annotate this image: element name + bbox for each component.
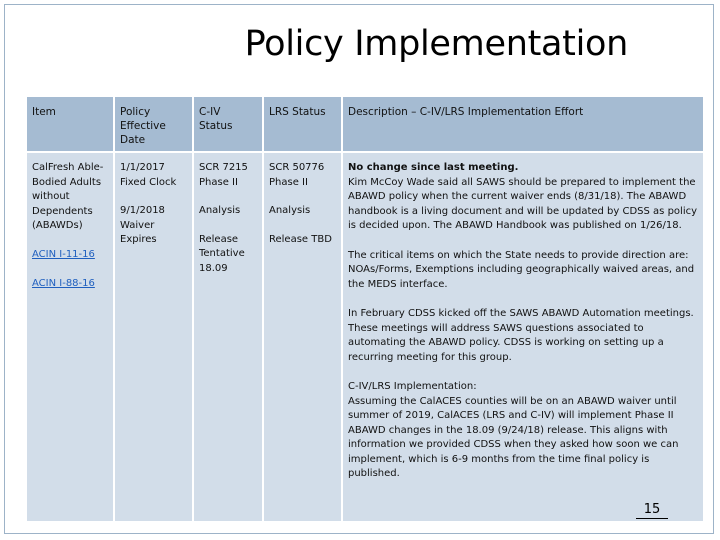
date-waiver-expires: 9/1/2018 Waiver Expires <box>120 205 165 246</box>
table-header-row <box>26 96 704 152</box>
header-lrs-status: LRS Status <box>263 96 342 152</box>
lrs-status-analysis: Analysis <box>269 205 311 217</box>
lrs-status-release: Release TBD <box>269 233 332 245</box>
policy-table <box>25 95 705 523</box>
civ-status-release: Release Tentative 18.09 <box>199 233 245 274</box>
description-para-handbook: Kim McCoy Wade said all SAWS should be prepared to implement the ABAWD policy when the current waiver ends (8/31/18). The ABAWD handbook is a living document and will be updated by CDSS as policy is decided upon. The ABAWD Handbook was published on 1/26/18. <box>348 176 698 232</box>
acin-link-2[interactable]: ACIN I-88-16 <box>32 277 95 289</box>
header-item: Item <box>26 96 114 152</box>
description-heading-no-change: No change since last meeting. <box>348 162 519 173</box>
civ-status-scr: SCR 7215 Phase II <box>199 162 248 188</box>
slide-title: Policy Implementation <box>244 24 628 64</box>
cell-lrs-status <box>263 152 342 522</box>
table-row <box>26 152 704 522</box>
acin-link-1[interactable]: ACIN I-11-16 <box>32 248 95 260</box>
header-policy-effective-date: Policy Effective Date <box>114 96 193 152</box>
description-para-critical-items: The critical items on which the State needs to provide direction are: NOAs/Forms, Exemptions including geographically waived areas, and the MEDS interface. <box>348 249 695 290</box>
description-heading-implementation: C-IV/LRS Implementation: <box>348 380 477 392</box>
description-para-implementation: Assuming the CalACES counties will be on an ABAWD waiver until summer of 2019, CalACES (LRS and C-IV) will implement Phase II ABAWD changes in the 18.09 (9/24/18) release. This aligns with information we provided CDSS when they asked how soon we can implement, which is 6-9 months from the time final policy is published. <box>348 395 679 480</box>
lrs-status-scr: SCR 50776 Phase II <box>269 162 325 188</box>
header-civ-status: C-IV Status <box>193 96 263 152</box>
cell-description <box>342 152 704 522</box>
page-number: 15 <box>636 502 668 519</box>
cell-policy-dates <box>114 152 193 522</box>
description-para-automation-meetings: In February CDSS kicked off the SAWS ABAWD Automation meetings. These meetings will address SAWS questions associated to automating the ABAWD policy. CDSS is working on setting up a recurring meeting for this group. <box>348 307 694 363</box>
item-name: CalFresh Able-Bodied Adults without Dependents (ABAWDs) <box>32 162 104 232</box>
header-description: Description – C-IV/LRS Implementation Effort <box>342 96 704 152</box>
cell-item <box>26 152 114 522</box>
date-fixed-clock: 1/1/2017 Fixed Clock <box>120 162 177 188</box>
cell-civ-status <box>193 152 263 522</box>
civ-status-analysis: Analysis <box>199 205 241 217</box>
